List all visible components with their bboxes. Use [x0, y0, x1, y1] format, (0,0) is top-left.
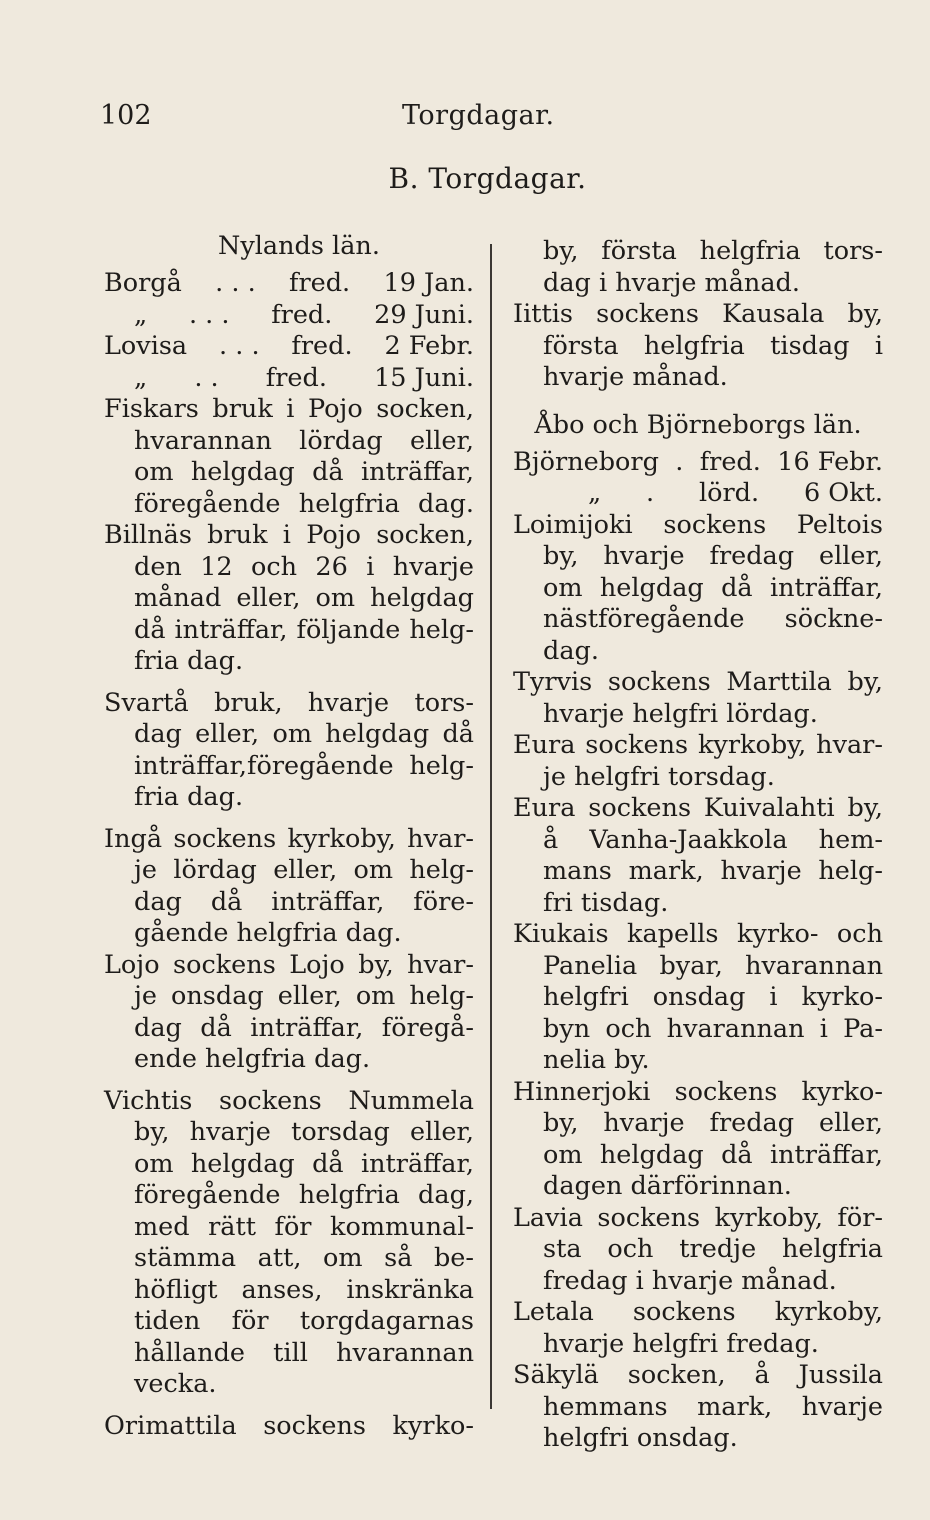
- running-title: Torgdagar.: [402, 100, 555, 131]
- text-line: månad eller, om helgdag: [134, 583, 474, 613]
- text-line: å Vanha-Jaakkola hem-: [543, 824, 883, 855]
- text-line: nästföregående söckne-: [543, 604, 883, 634]
- leader-dots: . . .: [188, 299, 230, 330]
- market-row: [513, 478, 883, 510]
- entry-orimattila: [104, 1411, 474, 1443]
- entry-orimattila-continued: [513, 236, 883, 299]
- text-line: hvarje månad.: [543, 362, 728, 392]
- text-line: föregående helgfria dag.: [134, 488, 474, 519]
- county-heading-nyland: Nylands län.: [218, 231, 380, 261]
- text-line: Billnäs bruk i Pojo socken,: [104, 520, 474, 550]
- text-line: Hinnerjoki sockens kyrko-: [513, 1076, 883, 1107]
- leader-dots: .: [675, 446, 684, 477]
- text-line: första helgfria tisdag i: [543, 330, 883, 361]
- entry-inga: [104, 824, 474, 950]
- left-column: [104, 225, 474, 1452]
- text-line: hvarannan lördag eller,: [134, 425, 474, 456]
- entry-fiskars: [104, 394, 474, 520]
- market-place: „: [588, 478, 602, 508]
- text-line: fredag i hvarje månad.: [543, 1265, 837, 1296]
- market-date: 6 Okt.: [803, 478, 883, 508]
- text-line: tiden för torgdagarnas: [134, 1306, 474, 1336]
- market-day: fred.: [289, 268, 351, 298]
- market-day: fred.: [265, 362, 327, 393]
- entry-borga-lovisa: [104, 268, 474, 394]
- text-line: Lavia sockens kyrkoby, för-: [513, 1202, 883, 1233]
- text-line: Tyrvis sockens Marttila by,: [513, 667, 883, 697]
- text-line: Eura sockens Kuivalahti by,: [513, 793, 883, 823]
- entry-bjorneborg: [513, 447, 883, 510]
- text-line: dagen därförinnan.: [543, 1171, 792, 1201]
- market-date: 29 Juni.: [374, 299, 474, 330]
- text-line: Iittis sockens Kausala by,: [513, 299, 883, 329]
- text-line: Vichtis sockens Nummela: [104, 1085, 474, 1116]
- text-line: ende helgfria dag.: [134, 1044, 371, 1074]
- text-line: dag i hvarje månad.: [543, 267, 800, 298]
- text-line: Fiskars bruk i Pojo socken,: [104, 394, 474, 424]
- text-line: fri tisdag.: [543, 887, 669, 918]
- market-row: [104, 268, 474, 300]
- text-line: by, hvarje torsdag eller,: [134, 1117, 474, 1147]
- entry-svarta: [104, 688, 474, 814]
- text-line: fria dag.: [134, 782, 244, 812]
- text-line: Lojo sockens Lojo by, hvar-: [104, 949, 474, 980]
- leader-dots: . . .: [219, 331, 260, 361]
- text-line: dag.: [543, 635, 599, 666]
- market-day: fred.: [699, 446, 761, 477]
- text-line: om helgdag då inträffar,: [543, 572, 883, 603]
- text-line: fria dag.: [134, 646, 244, 676]
- text-line: je onsdag eller, om helg-: [134, 981, 474, 1011]
- text-line: mans mark, hvarje helg-: [543, 856, 883, 886]
- text-line: Loimijoki sockens Peltois: [513, 509, 883, 540]
- market-place: Björneborg: [513, 446, 659, 477]
- text-line: by, första helgfria tors-: [543, 236, 883, 266]
- text-line: om helgdag då inträffar,: [543, 1139, 883, 1170]
- text-line: hvarje helgfri lördag.: [543, 698, 818, 729]
- text-line: vecka.: [134, 1369, 217, 1399]
- text-line: helgfri onsdag.: [543, 1423, 738, 1453]
- market-date: 2 Febr.: [384, 331, 474, 361]
- column-divider: [490, 244, 492, 1409]
- market-place: „: [134, 362, 148, 393]
- text-line: je helgfri torsdag.: [543, 761, 775, 792]
- text-line: om helgdag då inträffar,: [134, 1148, 474, 1179]
- market-day: fred.: [271, 299, 333, 330]
- leader-dots: . . .: [215, 268, 256, 298]
- entry-lojo: [104, 950, 474, 1076]
- market-day: fred.: [291, 331, 353, 361]
- text-line: by, hvarje fredag eller,: [543, 1108, 883, 1138]
- entry-letala: [513, 1297, 883, 1360]
- text-line: helgfri onsdag i kyrko-: [543, 982, 883, 1012]
- text-line: nelia by.: [543, 1045, 650, 1075]
- text-line: dag då inträffar, före-: [134, 886, 474, 917]
- text-line: je lördag eller, om helg-: [134, 855, 474, 885]
- running-head: [100, 100, 555, 140]
- entry-eura-kuivalahti: [513, 793, 883, 919]
- page-number: 102: [100, 100, 152, 131]
- market-row: [104, 300, 474, 332]
- entry-tyrvis: [513, 667, 883, 730]
- market-row: [513, 447, 883, 479]
- county-heading-abo-bjorneborg: Åbo och Björneborgs län.: [534, 409, 862, 440]
- text-line: hvarje helgfri fredag.: [543, 1328, 819, 1359]
- text-line: Orimattila sockens kyrko-: [104, 1410, 474, 1441]
- entry-sakyla: [513, 1360, 883, 1455]
- right-column: [513, 236, 883, 1465]
- text-line: byn och hvarannan i Pa-: [543, 1013, 883, 1044]
- text-line: då inträffar, följande helg-: [134, 614, 474, 645]
- entry-billnas: [104, 520, 474, 678]
- text-line: Eura sockens kyrkoby, hvar-: [513, 730, 883, 760]
- entry-lavia: [513, 1203, 883, 1298]
- market-date: 16 Febr.: [777, 446, 883, 477]
- leader-dots: .: [646, 478, 655, 508]
- market-place: Borgå: [104, 268, 182, 298]
- text-line: inträffar,föregående helg-: [134, 750, 474, 781]
- entry-ittis: [513, 299, 883, 394]
- text-line: Panelia byar, hvarannan: [543, 950, 883, 981]
- text-line: den 12 och 26 i hvarje: [134, 551, 474, 582]
- market-day: lörd.: [698, 478, 760, 508]
- leader-dots: . .: [194, 362, 219, 393]
- entry-eura-kyrkoby: [513, 730, 883, 793]
- market-date: 15 Juni.: [374, 362, 474, 393]
- section-heading: B. Torgdagar.: [388, 162, 587, 195]
- entry-kiukais: [513, 919, 883, 1077]
- text-line: höfligt anses, inskränka: [134, 1274, 474, 1305]
- text-line: hemmans mark, hvarje: [543, 1391, 883, 1422]
- text-line: Kiukais kapells kyrko- och: [513, 919, 883, 949]
- text-line: Svartå bruk, hvarje tors-: [104, 687, 474, 718]
- text-line: med rätt för kommunal-: [134, 1211, 474, 1242]
- text-line: stämma att, om så be-: [134, 1243, 474, 1273]
- market-date: 19 Jan.: [383, 268, 474, 298]
- entry-loimijoki: [513, 510, 883, 668]
- text-line: om helgdag då inträffar,: [134, 457, 474, 487]
- text-line: by, hvarje fredag eller,: [543, 541, 883, 571]
- text-line: Ingå sockens kyrkoby, hvar-: [104, 823, 474, 854]
- text-line: dag eller, om helgdag då: [134, 719, 474, 749]
- market-place: „: [134, 299, 148, 330]
- market-place: Lovisa: [104, 331, 188, 361]
- entry-hinnerjoki: [513, 1077, 883, 1203]
- market-row: [104, 331, 474, 363]
- text-line: föregående helgfria dag,: [134, 1180, 474, 1210]
- text-line: sta och tredje helgfria: [543, 1234, 883, 1264]
- text-line: dag då inträffar, föregå-: [134, 1012, 474, 1043]
- text-line: hållande till hvarannan: [134, 1337, 474, 1368]
- text-line: gående helgfria dag.: [134, 918, 402, 948]
- entry-vichtis: [104, 1086, 474, 1401]
- text-line: Säkylä socken, å Jussila: [513, 1360, 883, 1390]
- market-row: [104, 363, 474, 395]
- text-line: Letala sockens kyrkoby,: [513, 1297, 883, 1327]
